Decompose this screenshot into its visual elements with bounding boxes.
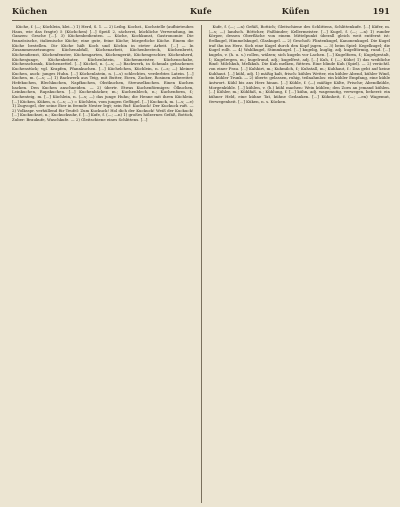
column-divider: [201, 25, 202, 503]
column-left: [12, 25, 194, 503]
column-middle: [209, 25, 391, 503]
text-columns: [12, 25, 390, 503]
column-middle-text: Kufe, f. (—; —n) Gefäß, Bottich; Gleitschiene des Schlittens, Schlittenkufe. [...] Küfer, m. (—s; —) landsch. Böttcher, Faßbinder; Kellermeister. [...] Kugel, f. (—; —n) 1) runder Körper, dessen Oberfläche von einem Mittelpunkt überall gleich weit entfernt ist: Erdkugel, Himmelskugel, Glaskugel. — 2) Geschoß: Flintenkugel, Kanonenkugel. Die Kugel traf ihn ins Herz. Sich eine Kugel durch den Kopf jagen. — 3) beim Spiel: Kegelkugel; die Kugel rollt. — 4) Wahlkugel, Stimmkugel. [...] kugelig, kuglig, adj. kugelförmig, rund. [...] kugeln, v. (h. u. s.) rollen, wälzen; sich kugeln vor Lachen. [...] Kugelform, f.; Kugelgestalt, f.; Kugelregen, m.; kugelrund, adj.; kugelfest, adj. [...] Kuh, f. (—; Kühe) 1) das weibliche Rind: Milchkuh, Melkkuh. Die Kuh melken, füttern. Eine blinde Kuh (Spiel). — 2) verächtl. von einer Frau. [...] Kuhhirt, m.; Kuhmilch, f.; Kuhstall, m.; Kuhhaut, f.: Das geht auf keine Kuhhaut. [...] kühl, adj. 1) mäßig kalt, frisch: kühles Wetter, ein kühler Abend, kühler Wind, ein kühler Trunk. — 2) übertr. gelassen, ruhig, teilnahmlos: ein kühler Empfang, eine kühle Antwort. Kühl bis ans Herz hinan. [...] Kühle, f. (—) mäßige Kälte, Frische; Abendkühle, Morgenkühle. [...] kühlen, v. (h.) kühl machen: Wein kühlen; den Zorn an jemand kühlen. [...] Kühler, m.; Kühlfaß, n.; Kühlung, f. [...] kühn, adj. wagemutig, verwegen, beherzt: ein kühner Held, eine kühne Tat, kühne Gedanken. [...] Kühnheit, f. (—; —en) Wagemut, Verwegenheit. [...] Küken, n. s. Kücken.: [208, 25, 390, 104]
running-header: [12, 6, 390, 21]
page-number: 191: [372, 6, 390, 16]
header-right-word: Küfen: [281, 6, 310, 16]
header-center-word: Kufe: [190, 6, 212, 16]
header-left-word: Küchen: [12, 6, 48, 16]
column-left-text: Küche, f. (—; Küchlein, klei...) 1) Herd, S. 1. — 2) Leibg. Kochst., Kochstelle (aufbieteubes Haus, wie das fragte) 5 (Küchchen) [...] Speiß 2, sächerei, küchliche Verwendung, im Ganzen: Gesche [...]. 3) Küchenbedienten. — Küche, Kochkunst, Gastronomie: Die französische, italienische Küche; eine gute, feine Küche; bürgerliche Küche. Einem die Küche bestellen. Dir Küche hält Koch und Köchin in steter Arbeit. [...] — In Zusammensetzungen: Küchenabfall, Küchenarbeit, Küchenbesteck, Küchenbrett, Küchendienst, Küchenfenster, Küchengarten, Küchengerät, Küchengeschirr, Küchenherd, Küchenjunge, Küchenkräuter, Küchenlatein, Küchenmeister, Küchenschabe, Küchenschrank, Küchenzettel. [...] Küchel, n. (—s; —) Backwerk, in Schmalz gebackenes Kuchenstück; vgl. Krapfen, Pfannkuchen. [...] Küchelchen, Küchlein, n. (—s; —) kleiner Kuchen, auch: junges Huhn. [...] Küchenlatein, n. (—s) schlechtes, verderbtes Latein. [...] Kuchen, m. (—s; —) 1) Backwerk aus Teig, mit Butter, Eiern, Zucker, Rosinen zubereitet: Hefekuchen, Blechkuchen, Napfkuchen, Obstkuchen, Streuselkuchen. Einen Kuchen backen. Den Kuchen anschneiden. — 2) übertr. Etwas Kuchenförmiges: Ölkuchen, Leinkuchen, Rapskuchen. [...] Kuchenbäcker, m.; Kuchenblech, n.; Kuchenform, f.; Kuchenteig, m. [...] Küchlein, n. (—s; —) das junge Huhn; die Henne mit ihren Küchlein. [...] Kücken, Küken, n. (—s; —) = Küchlein, vom jungen Geflügel. [...] Kuckuck, m. (—s; —e) 1) Zugvogel, der seine Eier in fremde Nester legt; sein Ruf: Kuckuck! Der Kuckuck ruft. — 2) Volksspr. verhüllend für Teufel: Zum Kuckuck! Hol dich der Kuckuck! Weiß der Kuckuck! [...] Kuckucksei, n.; Kuckucksuhr, f. [...] Kufe, f. (—; —n) 1) großes hölzernes Gefäß, Bottich, Zuber: Braukufe, Waschkufe. — 2) Gleitschiene eines Schlittens. [...]: [12, 25, 194, 123]
